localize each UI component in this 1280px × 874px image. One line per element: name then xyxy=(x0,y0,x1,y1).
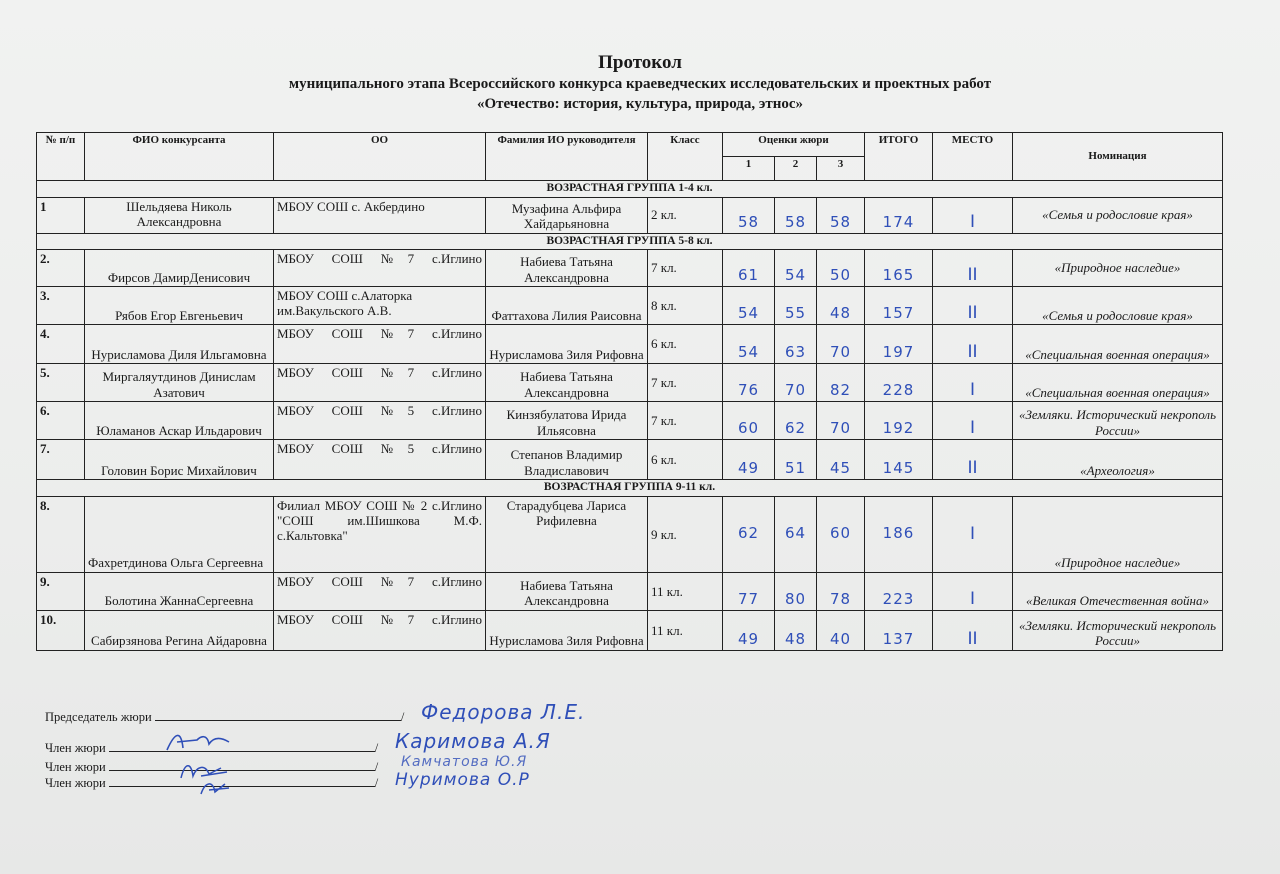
school-name: МБОУ СОШ с.Алаторка им.Вакульского А.В. xyxy=(274,287,486,325)
row-num: 7. xyxy=(37,440,85,480)
contestant-name: Миргаляутдинов Динислам Азатович xyxy=(85,364,274,402)
nomination: «Природное наследие» xyxy=(1013,496,1223,572)
table-row xyxy=(37,287,1223,325)
score-3: 40 xyxy=(817,610,865,650)
grade: 8 кл. xyxy=(648,287,723,325)
table-row xyxy=(37,496,1223,572)
supervisor-name: Набиева Татьяна Александровна xyxy=(486,250,648,287)
nomination: «Земляки. Исторический некрополь России» xyxy=(1013,402,1223,440)
contestant-name: Рябов Егор Евгеньевич xyxy=(85,287,274,325)
place: I xyxy=(933,197,1013,233)
total-score: 145 xyxy=(865,440,933,480)
score-1: 49 xyxy=(723,440,775,480)
place: II xyxy=(933,610,1013,650)
score-2: 48 xyxy=(775,610,817,650)
grade: 6 кл. xyxy=(648,440,723,480)
total-score: 157 xyxy=(865,287,933,325)
school-name: МБОУ СОШ №7 с.Иглино xyxy=(274,250,486,287)
handwritten-name: Федорова Л.Е. xyxy=(421,700,586,724)
jury-chair-label: Председатель жюри xyxy=(45,710,152,724)
age-group-header: ВОЗРАСТНАЯ ГРУППА 9-11 кл. xyxy=(37,480,1223,497)
score-1: 49 xyxy=(723,610,775,650)
jury-member-label: Член жюри xyxy=(45,741,106,755)
place: I xyxy=(933,364,1013,402)
score-2: 64 xyxy=(775,496,817,572)
place: II xyxy=(933,325,1013,364)
col-ruk: Фамилия ИО руководителя xyxy=(486,133,648,181)
school-name: МБОУ СОШ с. Акбердино xyxy=(274,197,486,233)
grade: 11 кл. xyxy=(648,610,723,650)
col-scores: Оценки жюри xyxy=(723,133,865,157)
school-name: МБОУ СОШ №7 с.Иглино xyxy=(274,325,486,364)
place: II xyxy=(933,287,1013,325)
score-1: 77 xyxy=(723,572,775,610)
grade: 11 кл. xyxy=(648,572,723,610)
score-1: 60 xyxy=(723,402,775,440)
table-row xyxy=(37,402,1223,440)
signature-row: Член жюри / Каримова А.Я xyxy=(45,729,551,755)
score-1: 54 xyxy=(723,325,775,364)
col-judge-1: 1 xyxy=(723,157,775,181)
supervisor-name: Степанов Владимир Владиславович xyxy=(486,440,648,480)
signature-row: Член жюри / Нуримова О.Р xyxy=(45,770,530,790)
jury-member-label: Член жюри xyxy=(45,760,106,774)
total-score: 186 xyxy=(865,496,933,572)
place: II xyxy=(933,250,1013,287)
row-num: 10. xyxy=(37,610,85,650)
nomination: «Природное наследие» xyxy=(1013,250,1223,287)
score-2: 80 xyxy=(775,572,817,610)
score-3: 50 xyxy=(817,250,865,287)
contestant-name: Фахретдинова Ольга Сергеевна xyxy=(85,496,274,572)
row-num: 5. xyxy=(37,364,85,402)
col-place: МЕСТО xyxy=(933,133,1013,181)
score-2: 62 xyxy=(775,402,817,440)
col-total: ИТОГО xyxy=(865,133,933,181)
row-num: 1 xyxy=(37,197,85,233)
score-3: 45 xyxy=(817,440,865,480)
supervisor-name: Набиева Татьяна Александровна xyxy=(486,572,648,610)
handwritten-name: Камчатова Ю.Я xyxy=(401,754,528,770)
document-title: Протокол xyxy=(598,52,682,73)
signature-line xyxy=(155,708,401,721)
row-num: 3. xyxy=(37,287,85,325)
contest-name: «Отечество: история, культура, природа, этнос» xyxy=(476,96,804,112)
supervisor-name: Кинзябулатова Ирида Ильясовна xyxy=(486,402,648,440)
score-1: 62 xyxy=(723,496,775,572)
score-1: 54 xyxy=(723,287,775,325)
place: I xyxy=(933,402,1013,440)
total-score: 165 xyxy=(865,250,933,287)
score-2: 63 xyxy=(775,325,817,364)
grade: 6 кл. xyxy=(648,325,723,364)
handwritten-name: Нуримова О.Р xyxy=(395,770,530,790)
table-row xyxy=(37,364,1223,402)
signature-row: Председатель жюри / Федорова Л.Е. xyxy=(45,700,586,724)
row-num: 4. xyxy=(37,325,85,364)
score-1: 61 xyxy=(723,250,775,287)
score-3: 82 xyxy=(817,364,865,402)
total-score: 192 xyxy=(865,402,933,440)
score-3: 70 xyxy=(817,325,865,364)
col-judge-2: 2 xyxy=(775,157,817,181)
nomination: «Семья и родословие края» xyxy=(1013,197,1223,233)
grade: 7 кл. xyxy=(648,250,723,287)
place: I xyxy=(933,572,1013,610)
nomination: «Специальная военная операция» xyxy=(1013,364,1223,402)
contestant-name: Головин Борис Михайлович xyxy=(85,440,274,480)
contestant-name: Нурисламова Диля Ильгамовна xyxy=(85,325,274,364)
score-3: 48 xyxy=(817,287,865,325)
row-num: 6. xyxy=(37,402,85,440)
contestant-name: Болотина ЖаннаСергеевна xyxy=(85,572,274,610)
nomination: «Семья и родословие края» xyxy=(1013,287,1223,325)
col-fio: ФИО конкурсанта xyxy=(85,133,274,181)
grade: 7 кл. xyxy=(648,364,723,402)
score-1: 58 xyxy=(723,197,775,233)
col-judge-3: 3 xyxy=(817,157,865,181)
score-3: 78 xyxy=(817,572,865,610)
score-2: 55 xyxy=(775,287,817,325)
supervisor-name: Нурисламова Зиля Рифовна xyxy=(486,325,648,364)
signature-scribble xyxy=(163,726,235,756)
nomination: «Специальная военная операция» xyxy=(1013,325,1223,364)
score-1: 76 xyxy=(723,364,775,402)
supervisor-name: Нурисламова Зиля Рифовна xyxy=(486,610,648,650)
score-2: 51 xyxy=(775,440,817,480)
jury-member-label: Член жюри xyxy=(45,776,106,790)
supervisor-name: Фаттахова Лилия Раисовна xyxy=(486,287,648,325)
school-name: МБОУ СОШ №5 с.Иглино xyxy=(274,440,486,480)
results-table xyxy=(36,132,1223,651)
school-name: МБОУ СОШ №7 с.Иглино xyxy=(274,364,486,402)
signature-scribble xyxy=(195,776,235,800)
col-num: № п/п xyxy=(37,133,85,181)
contestant-name: Фирсов ДамирДенисович xyxy=(85,250,274,287)
score-2: 54 xyxy=(775,250,817,287)
supervisor-name: Старадубцева Лариса Рифилевна xyxy=(486,496,648,572)
supervisor-name: Набиева Татьяна Александровна xyxy=(486,364,648,402)
school-name: МБОУ СОШ №5 с.Иглино xyxy=(274,402,486,440)
nomination: «Земляки. Исторический некрополь России» xyxy=(1013,610,1223,650)
school-name: МБОУ СОШ №7 с.Иглино xyxy=(274,572,486,610)
total-score: 174 xyxy=(865,197,933,233)
document-subtitle: муниципального этапа Всероссийского конкурса краеведческих исследовательских и проектных работ xyxy=(288,76,992,92)
place: I xyxy=(933,496,1013,572)
col-nomination: Номинация xyxy=(1013,133,1223,181)
table-row xyxy=(37,572,1223,610)
contestant-name: Юламанов Аскар Ильдарович xyxy=(85,402,274,440)
row-num: 2. xyxy=(37,250,85,287)
row-num: 9. xyxy=(37,572,85,610)
total-score: 223 xyxy=(865,572,933,610)
score-2: 58 xyxy=(775,197,817,233)
score-3: 58 xyxy=(817,197,865,233)
signature-line xyxy=(109,758,375,771)
score-3: 60 xyxy=(817,496,865,572)
row-num: 8. xyxy=(37,496,85,572)
signature-line xyxy=(109,774,375,787)
supervisor-name: Музафина Альфира Хайдарьяновна xyxy=(486,197,648,233)
age-group-header: ВОЗРАСТНАЯ ГРУППА 1-4 кл. xyxy=(37,181,1223,198)
nomination: «Великая Отечественная война» xyxy=(1013,572,1223,610)
table-row xyxy=(37,325,1223,364)
total-score: 137 xyxy=(865,610,933,650)
score-3: 70 xyxy=(817,402,865,440)
score-2: 70 xyxy=(775,364,817,402)
col-klass: Класс xyxy=(648,133,723,181)
age-group-header: ВОЗРАСТНАЯ ГРУППА 5-8 кл. xyxy=(37,233,1223,250)
col-oo: ОО xyxy=(274,133,486,181)
jury-signatures xyxy=(45,700,586,793)
total-score: 197 xyxy=(865,325,933,364)
school-name: МБОУ СОШ №7 с.Иглино xyxy=(274,610,486,650)
table-row xyxy=(37,250,1223,287)
grade: 7 кл. xyxy=(648,402,723,440)
grade: 2 кл. xyxy=(648,197,723,233)
table-row xyxy=(37,197,1223,233)
signature-line xyxy=(109,739,375,752)
table-row xyxy=(37,440,1223,480)
contestant-name: Сабирзянова Регина Айдаровна xyxy=(85,610,274,650)
place: II xyxy=(933,440,1013,480)
contestant-name: Шельдяева Николь Александровна xyxy=(85,197,274,233)
nomination: «Археология» xyxy=(1013,440,1223,480)
signature-row: Член жюри / Камчатова Ю.Я xyxy=(45,754,528,774)
table-row xyxy=(37,610,1223,650)
school-name: Филиал МБОУ СОШ № 2 с.Иглино "СОШ им.Шишкова М.Ф. с.Кальтовка" xyxy=(274,496,486,572)
total-score: 228 xyxy=(865,364,933,402)
handwritten-name: Каримова А.Я xyxy=(395,729,551,753)
grade: 9 кл. xyxy=(648,496,723,572)
